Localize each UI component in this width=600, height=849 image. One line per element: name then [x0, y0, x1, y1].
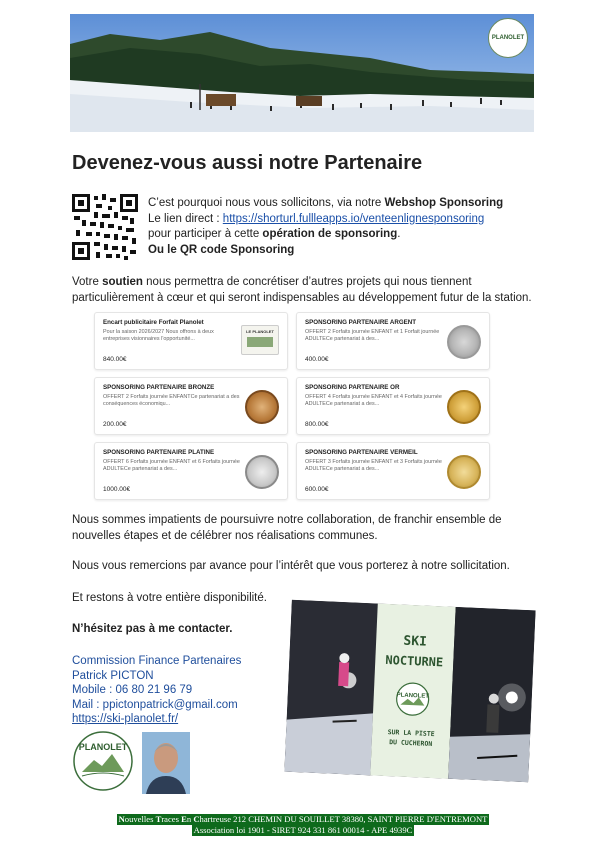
product-price: 400.00€: [305, 356, 329, 363]
intro-line3: pour participer à cette: [148, 228, 263, 240]
product-card-argent[interactable]: [296, 312, 490, 370]
poster-subtitle-line1: SUR LA PISTE: [387, 728, 435, 739]
planolet-logo: [72, 730, 134, 792]
collaboration-paragraph: Nous sommes impatients de poursuivre notre collaboration, de franchir ensemble de nouvelles étapes et de célébrer nos réalisations communes.: [72, 514, 502, 542]
qr-intro-section: [72, 194, 542, 260]
footer-address: [117, 814, 490, 825]
encart-logo-text: LE PLANOLET: [246, 329, 274, 334]
platinum-medal-icon: [245, 455, 279, 489]
product-card-vermeil[interactable]: [296, 442, 490, 500]
intro-line1: C’est pourquoi nous vous sollicitons, via notre: [148, 197, 385, 209]
poster-subtitle-line2: DU CUCHERON: [389, 738, 433, 749]
thanks-paragraph: Nous vous remercions par avance pour l’intérêt que vous porterez à notre sollicitation.: [72, 560, 510, 572]
planolet-logo-badge: [488, 18, 528, 58]
contact-name: Patrick PICTON: [72, 669, 154, 682]
footer-address-rest: hartreuse 212 CHEMIN DU SOUILLET 38380, SAINT PIERRE D'ENTREMONT: [199, 814, 488, 824]
product-price: 840.00€: [103, 356, 127, 363]
support-pre: Votre: [72, 276, 103, 288]
intro-line2: Le lien direct :: [148, 212, 223, 225]
product-title: SPONSORING PARTENAIRE VERMEIL: [305, 449, 418, 456]
intro-line3-end: .: [397, 228, 401, 240]
product-description: OFFERT 6 Forfaits journée ENFANT et 6 Forfaits journée ADULTECe partenariat a des...: [103, 459, 240, 472]
contact-block: [72, 654, 241, 727]
support-post: nous permettra de concrétiser d’autres projets qui nous tiennent particulièrement à cœur et qui seront indispensables au développement futur de la station.: [72, 276, 532, 304]
product-description: OFFERT 2 Forfaits journée ENFANT et 1 Forfait journée ADULTECe partenariat à des...: [305, 329, 440, 342]
footer-word: races: [161, 814, 182, 824]
bronze-medal-icon: [245, 390, 279, 424]
footer-legal: Association loi 1901 - SIRET 924 331 861 00014 - APE 4939C: [193, 825, 413, 835]
vermeil-medal-icon: [447, 455, 481, 489]
contact-email[interactable]: Mail : ppictonpatrick@gmail.com: [72, 698, 238, 711]
footer-initial: N: [118, 814, 125, 824]
product-description: OFFERT 3 Forfaits journée ENFANT et 3 Forfaits journée ADULTECe partenariat a des...: [305, 459, 442, 472]
webshop-products-grid: [94, 312, 490, 502]
webshop-sponsoring-label: Webshop Sponsoring: [384, 197, 504, 209]
planolet-logo-text: PLANOLET: [491, 35, 525, 41]
footer-word: n: [186, 814, 194, 824]
contact-department: Commission Finance Partenaires: [72, 655, 242, 667]
footer: [88, 814, 518, 836]
product-title: SPONSORING PARTENAIRE BRONZE: [103, 384, 215, 391]
product-description: OFFERT 2 Forfaits journée ENFANTCe partenariat a des conséquences économiqu...: [103, 394, 240, 407]
product-card-or[interactable]: [296, 377, 490, 435]
contact-invite: N’hésitez pas à me contacter.: [72, 623, 233, 635]
footer-initial: C: [193, 814, 200, 824]
product-card-bronze[interactable]: [94, 377, 288, 435]
intro-text: [148, 196, 503, 258]
poster-title-line2: NOCTURNE: [385, 652, 444, 670]
contact-mobile: Mobile : 06 80 21 96 79: [72, 684, 193, 696]
product-description: OFFERT 4 Forfaits journée ENFANT et 4 Forfaits journée ADULTECe partenariat a des...: [305, 394, 442, 407]
encart-thumbnail: [241, 325, 279, 355]
page-title: Devenez-vous aussi notre Partenaire: [72, 152, 423, 174]
footer-initial: E: [181, 814, 187, 824]
gold-medal-icon: [447, 390, 481, 424]
sponsoring-operation-label: opération de sponsoring: [262, 228, 398, 240]
support-bold: soutien: [102, 276, 143, 288]
poster-logo-text: PLANOLET: [396, 692, 430, 700]
product-title: Encart publicitaire Forfait Planolet: [103, 319, 204, 326]
header-banner-photo: [70, 14, 534, 132]
qr-code-icon[interactable]: [72, 194, 138, 260]
contact-photo: [142, 732, 190, 794]
qr-code-label: Ou le QR code Sponsoring: [148, 243, 295, 256]
product-title: SPONSORING PARTENAIRE ARGENT: [305, 319, 417, 326]
availability-paragraph: Et restons à votre entière disponibilité.: [72, 592, 267, 604]
product-card-encart[interactable]: [94, 312, 288, 370]
product-price: 1000.00€: [103, 486, 131, 493]
ski-nocturne-poster: [284, 600, 535, 782]
product-title: SPONSORING PARTENAIRE PLATINE: [103, 449, 215, 456]
silver-medal-icon: [447, 325, 481, 359]
website-link[interactable]: https://ski-planolet.fr/: [72, 713, 179, 725]
footer-word: ouvelles: [124, 814, 156, 824]
poster-title-line1: SKI: [403, 633, 428, 650]
planolet-logo-text-bottom: PLANOLET: [78, 742, 128, 752]
product-price: 800.00€: [305, 421, 329, 428]
footer-initial: T: [155, 814, 162, 824]
webshop-sponsoring-link[interactable]: https://shorturl.fullleapps.io/venteenlignesponsoring: [222, 212, 485, 225]
product-price: 600.00€: [305, 486, 329, 493]
product-description: Pour la saison 2026/2027 Nous offrons à deux entreprises visionnaires l'opportunité...: [103, 329, 214, 342]
product-price: 200.00€: [103, 421, 127, 428]
product-title: SPONSORING PARTENAIRE OR: [305, 384, 400, 391]
support-paragraph: [72, 274, 542, 306]
product-card-platine[interactable]: [94, 442, 288, 500]
